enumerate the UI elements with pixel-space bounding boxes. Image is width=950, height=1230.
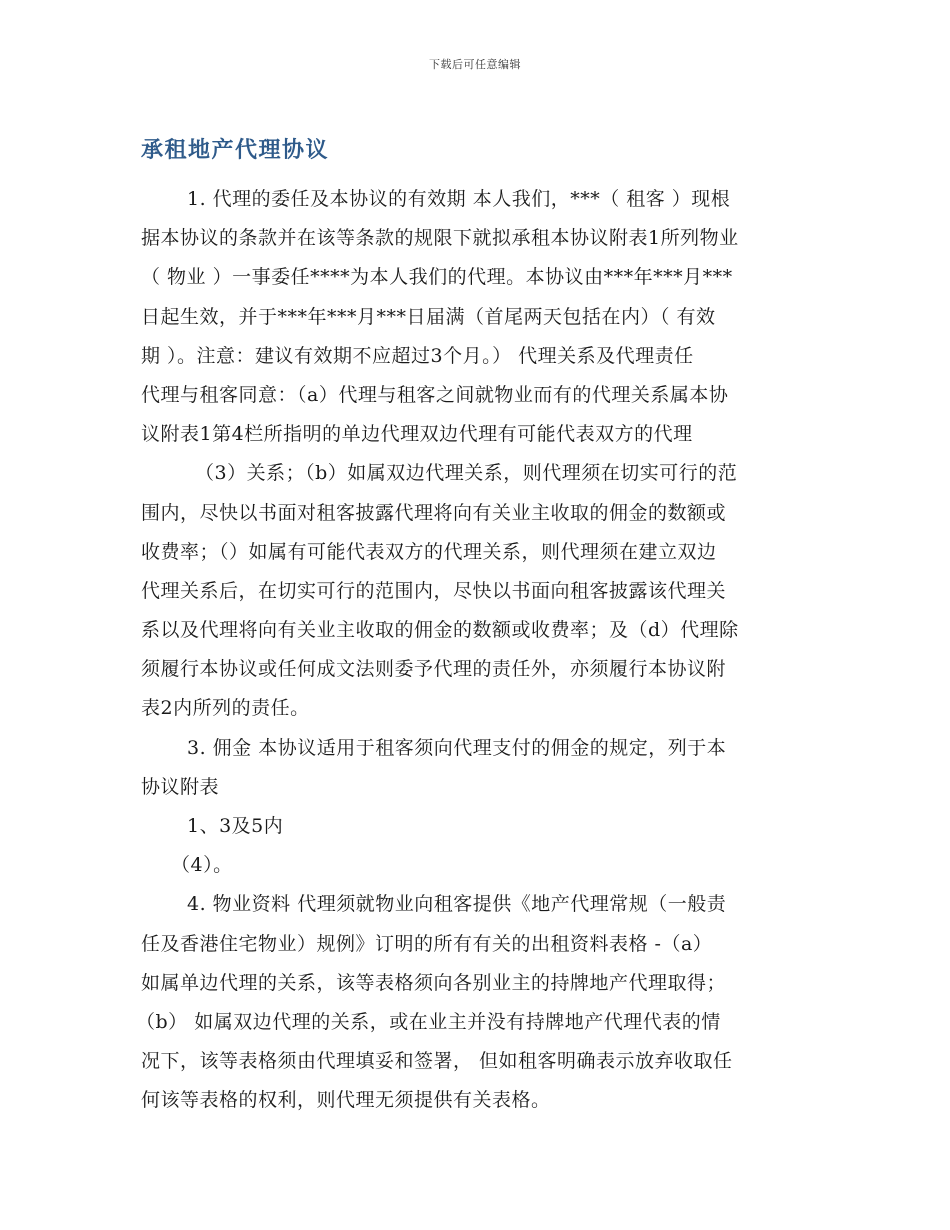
page-header-note: 下载后可任意编辑 bbox=[429, 58, 521, 71]
paragraph-line-5: 期 ）。注意：建议有效期不应超过3个月。） 代理关系及代理责任 bbox=[141, 344, 694, 367]
paragraph-line-12: 系以及代理将向有关业主收取的佣金的数额或收费率；及（d）代理除 bbox=[141, 619, 739, 642]
document-body bbox=[136, 180, 811, 1121]
paragraph-line-18: （4）。 bbox=[171, 854, 233, 877]
paragraph-line-1: 1. 代理的委任及本协议的有效期 本人我们，***（ 租客 ）现根 bbox=[187, 188, 731, 210]
paragraph-line-13: 须履行本协议或任何成文法则委予代理的责任外，亦须履行本协议附 bbox=[141, 658, 727, 681]
paragraph-line-17: 1、3及5内 bbox=[187, 815, 284, 837]
paragraph-line-19: 4. 物业资料 代理须就物业向租客提供《地产代理常规（一般责 bbox=[187, 893, 727, 916]
paragraph-line-7: 议附表1第4栏所指明的单边代理双边代理有可能代表双方的代理 bbox=[141, 423, 693, 446]
paragraph-line-14: 表2内所列的责任。 bbox=[141, 697, 310, 720]
paragraph-line-2: 据本协议的条款并在该等条款的规限下就拟承租本协议附表1所列物业 bbox=[141, 227, 739, 250]
document-title: 承租地产代理协议 bbox=[141, 137, 330, 163]
paragraph-line-3: （ 物业 ）一事委任****为本人我们的代理。本协议由***年***月*** bbox=[141, 266, 733, 289]
paragraph-line-10: 收费率；（）如属有可能代表双方的代理关系，则代理须在建立双边 bbox=[141, 540, 717, 563]
paragraph-line-20: 任及香港住宅物业）规例》订明的所有有关的出租资料表格 -（a） bbox=[141, 932, 713, 955]
paragraph-line-16: 协议附表 bbox=[141, 775, 220, 798]
paragraph-line-21: 如属单边代理的关系，该等表格须向各别业主的持牌地产代理取得； bbox=[141, 971, 727, 994]
paragraph-line-15: 3. 佣金 本协议适用于租客须向代理支付的佣金的规定，列于本 bbox=[187, 736, 727, 759]
paragraph-line-23: 况下，该等表格须由代理填妥和签署， 但如租客明确表示放弃收取任 bbox=[141, 1050, 733, 1073]
paragraph-line-9: 围内，尽快以书面对租客披露代理将向有关业主收取的佣金的数额或 bbox=[141, 501, 727, 524]
paragraph-line-6: 代理与租客同意：（a）代理与租客之间就物业而有的代理关系属本协 bbox=[141, 383, 729, 406]
paragraph-line-24: 何该等表格的权利，则代理无须提供有关表格。 bbox=[141, 1089, 551, 1112]
paragraph-line-22: （b） 如属双边代理的关系，或在业主并没有持牌地产代理代表的情 bbox=[136, 1010, 721, 1033]
paragraph-line-8: （3）关系；（b）如属双边代理关系，则代理须在切实可行的范 bbox=[195, 462, 738, 485]
paragraph-line-4: 日起生效，并于***年***月***日届满（首尾两天包括在内）（ 有效 bbox=[141, 305, 716, 328]
paragraph-line-11: 代理关系后，在切实可行的范围内，尽快以书面向租客披露该代理关 bbox=[141, 579, 727, 602]
